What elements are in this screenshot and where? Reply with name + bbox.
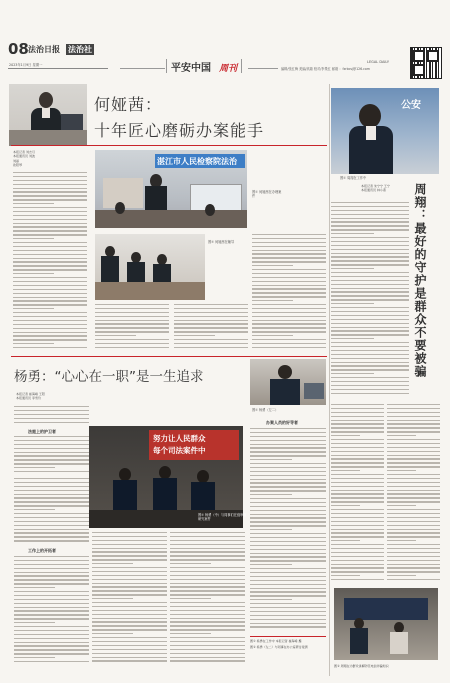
yang-yong-sub3: 办案人员的好导者 [266, 420, 298, 425]
zhou-xiang-col1-text [331, 202, 409, 398]
date-line: 2023年1月9日 星期一 [9, 63, 43, 67]
yang-yong-top-rule [11, 356, 327, 357]
yang-yong-footer-caption-1: 图① 杨勇在工作中 本报记者 崔海峰 摄 [250, 638, 302, 643]
section-rule-left [120, 68, 165, 69]
he-yaxi-caption-top: 图① 何娅茜在办理案件 [252, 190, 282, 198]
yang-yong-photo-banner-line2: 每个司法案件中 [153, 446, 206, 455]
zhou-xiang-byline: 本报记者 朱宁宁 王宁 本报通讯员 林小燕 [361, 184, 390, 193]
yang-yong-byline: 本报记者 崔海峰 王阳 本报通讯员 李雪玲 [16, 392, 45, 401]
he-yaxi-title-rule [11, 145, 327, 146]
section-sub: 周刊 [219, 64, 238, 74]
yang-yong-sub1: 法庭上的护卫者 [28, 429, 56, 434]
he-yaxi-title-line1: 何娅茜： [94, 95, 163, 114]
qr-code-icon [410, 47, 442, 79]
section-title-block [166, 59, 242, 73]
he-yaxi-portrait-photo [9, 84, 87, 146]
he-yaxi-col2-text [95, 304, 169, 354]
yang-yong-sub2: 工作上的开拓者 [28, 548, 56, 553]
zhou-xiang-photo-top [331, 88, 439, 174]
zhou-xiang-photo-sign: 公安 [401, 100, 421, 111]
yang-yong-col3-text [170, 532, 245, 666]
he-yaxi-title-line2: 十年匠心磨砺办案能手 [94, 121, 265, 140]
yang-yong-photo-banner-line1: 努力让人民群众 [153, 434, 206, 443]
editors-line: 编辑/张红梅 美编/高瑞 校对/李景红 邮箱 ：fzrbcsj@126.com [281, 67, 370, 71]
page-number: 08 [8, 40, 29, 58]
zhou-xiang-title: 周翔：最好的守护是群众不要被骗 [413, 183, 427, 378]
zhou-xiang-caption-top: 图① 周翔在工作中 [340, 176, 367, 180]
he-yaxi-banner-text: 湛江市人民检察院法治 [157, 157, 237, 166]
yang-yong-caption-big: 图② 杨勇（中）与同事们在庭审前研究案件 [198, 513, 247, 521]
yang-yong-footer [250, 636, 326, 649]
yang-yong-photo-small [250, 359, 326, 405]
yang-yong-col1-text-b [14, 436, 89, 476]
zhou-xiang-col-lower-b [387, 404, 440, 584]
yang-yong-col1-text-c [14, 478, 89, 546]
yang-yong-col1-text-d [14, 556, 89, 666]
he-yaxi-col3-text [174, 304, 248, 354]
he-yaxi-main-photo [95, 150, 247, 228]
zhou-xiang-photo-bottom [334, 588, 438, 660]
he-yaxi-byline: 本报记者 刘志月 本报通讯员 刘波 刘丽 欧阳琴 [13, 150, 35, 167]
section-title: 平安中国 [171, 63, 211, 74]
legal-daily: LEGAL DAILY [367, 60, 390, 64]
he-yaxi-title [94, 92, 264, 141]
he-yaxi-second-photo [95, 234, 205, 300]
paper-sub: 法治社 [68, 45, 92, 54]
yang-yong-col1-text-a [14, 406, 89, 428]
column-divider-right [329, 84, 330, 676]
yang-yong-caption-small: 图① 杨勇（左二） [252, 408, 279, 412]
masthead [0, 0, 450, 82]
he-yaxi-caption-mid: 图② 何娅茜在辅导 [208, 240, 235, 244]
yang-yong-col2-text [92, 532, 167, 666]
yang-yong-col4-text [250, 428, 326, 632]
yang-yong-title: 杨勇：“心心在一职”是一生追求 [14, 369, 204, 385]
he-yaxi-col4-text [252, 234, 326, 354]
paper-name: 法治日报 [28, 44, 60, 54]
he-yaxi-col1-text [13, 172, 87, 354]
zhou-xiang-col-lower-a [331, 404, 384, 584]
yang-yong-footer-caption-2: 图② 杨勇（左二）与同事在办公室研讨案情 [250, 644, 308, 649]
zhou-xiang-caption-bottom: 图② 周翔在为群众讲解防范电信诈骗知识 [334, 664, 389, 668]
